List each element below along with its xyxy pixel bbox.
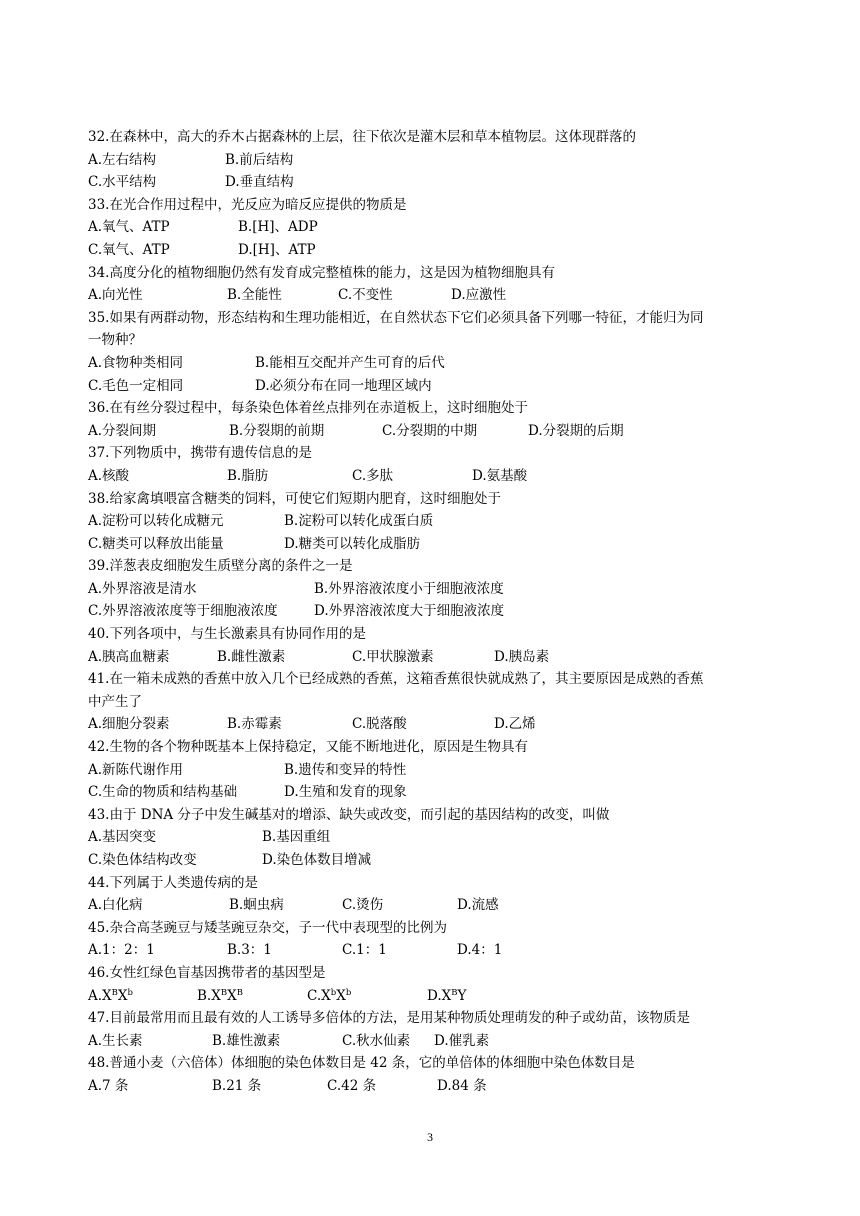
question-39-option-b: B.外界溶液浓度小于细胞液浓度 [314, 580, 504, 597]
question-38-options-row [88, 510, 788, 533]
question-36-options-row [88, 420, 788, 443]
question-35-option-d: D.必须分布在同一地理区域内 [255, 377, 432, 394]
question-35-option-c: C.毛色一定相同 [88, 377, 184, 394]
question-46-stem: 46.女性红绿色盲基因携带者的基因型是 [88, 964, 326, 981]
question-42-stem: 42.生物的各个物种既基本上保持稳定，又能不断地进化，原因是生物具有 [88, 739, 528, 756]
question-47-option-b: B.雄性激素 [212, 1032, 281, 1049]
question-43-options-row [88, 849, 788, 872]
question-48-options-row [88, 1075, 788, 1098]
question-46-options-row [88, 985, 788, 1008]
question-32-option-a: A.左右结构 [88, 151, 157, 168]
question-41-option-c: C.脱落酸 [352, 716, 407, 733]
question-44-stem: 44.下列属于人类遗传病的是 [88, 874, 258, 891]
question-48-option-c: C.42 条 [327, 1077, 377, 1094]
question-45-option-a: A.1：2：1 [88, 942, 155, 959]
question-36-option-c: C.分裂期的中期 [382, 422, 478, 439]
question-37-stem: 37.下列物质中，携带有遗传信息的是 [88, 445, 312, 462]
question-39-options-row [88, 578, 788, 601]
question-33-option-c: C.氧气、ATP [88, 241, 170, 258]
question-43-stem: 43.由于 DNA 分子中发生碱基对的增添、缺失或改变，而引起的基因结构的改变，叫做 [88, 806, 610, 823]
question-32-option-b: B.前后结构 [225, 151, 294, 168]
question-35-option-b: B.能相互交配并产生可育的后代 [255, 354, 445, 371]
question-42-option-b: B.遗传和变异的特性 [284, 761, 407, 778]
question-41-option-b: B.赤霉素 [227, 716, 282, 733]
question-47-option-a: A.生长素 [88, 1032, 143, 1049]
question-35-options-row [88, 375, 788, 398]
question-42-option-c: C.生命的物质和结构基础 [88, 784, 238, 801]
question-40-option-c: C.甲状腺激素 [352, 648, 434, 665]
question-40-stem: 40.下列各项中，与生长激素具有协同作用的是 [88, 626, 366, 643]
question-36-option-b: B.分裂期的前期 [229, 422, 325, 439]
question-47-option-d: D.催乳素 [434, 1032, 490, 1049]
question-45-option-d: D.4：1 [457, 942, 503, 959]
question-39-option-a: A.外界溶液是清水 [88, 580, 197, 597]
question-47-options-row [88, 1030, 788, 1053]
question-34-option-d: D.应激性 [451, 287, 507, 304]
question-38-option-b: B.淀粉可以转化成蛋白质 [284, 513, 434, 530]
question-42-options-row [88, 759, 788, 782]
question-45-options-row [88, 939, 788, 962]
question-45-option-c: C.1：1 [342, 942, 387, 959]
question-43-option-d: D.染色体数目增减 [262, 852, 372, 868]
question-48-option-a: A.7 条 [88, 1077, 129, 1094]
question-33-option-a: A.氧气、ATP [88, 219, 170, 236]
question-32-option-d: D.垂直结构 [225, 174, 294, 191]
question-36-stem: 36.在有丝分裂过程中，每条染色体着丝点排列在赤道板上，这时细胞处于 [88, 400, 528, 417]
question-34-stem: 34.高度分化的植物细胞仍然有发育成完整植株的能力，这是因为植物细胞具有 [88, 264, 555, 281]
question-45-option-b: B.3：1 [227, 942, 272, 959]
question-48-stem: 48.普通小麦（六倍体）体细胞的染色体数目是 42 条，它的单倍体的体细胞中染色体数目是 [88, 1055, 635, 1072]
question-40-option-b: B.雌性激素 [217, 648, 286, 665]
question-44-option-c: C.烫伤 [342, 897, 384, 914]
question-34-option-a: A.向光性 [88, 287, 143, 304]
question-41-stem: 41.在一箱未成熟的香蕉中放入几个已经成熟的香蕉，这箱香蕉很快就成熟了，其主要原因是成熟的香蕉 [88, 671, 704, 688]
question-33-options-row [88, 216, 788, 239]
question-39-option-d: D.外界溶液浓度大于细胞液浓度 [314, 603, 505, 620]
question-35-stem: 35.如果有两群动物，形态结构和生理功能相近，在自然状态下它们必须具备下列哪一特征，才能归为同 [88, 309, 704, 326]
question-46-option-a: $A.X^BX^b$ [88, 987, 133, 1004]
question-46-option-b: $B.X^BX^B$ [197, 987, 243, 1004]
question-37-options-row [88, 465, 788, 488]
question-38-options-row [88, 533, 788, 556]
question-38-option-d: D.糖类可以转化成脂肪 [284, 535, 421, 552]
question-35-option-a: A.食物种类相同 [88, 354, 184, 371]
question-45-stem: 45.杂合高茎豌豆与矮茎豌豆杂交，子一代中表现型的比例为 [88, 919, 447, 936]
question-41-stem-cont: 中产生了 [88, 693, 142, 710]
question-32-option-c: C.水平结构 [88, 174, 157, 191]
question-44-option-a: A.白化病 [88, 897, 143, 914]
question-39-option-c: C.外界溶液浓度等于细胞液浓度 [88, 603, 278, 620]
question-42-option-d: D.生殖和发育的现象 [284, 784, 407, 801]
question-33-options-row [88, 239, 788, 262]
question-41-option-a: A.细胞分裂素 [88, 716, 170, 733]
question-37-option-b: B.脂肪 [227, 467, 269, 484]
question-47-option-c: C.秋水仙素 [342, 1032, 411, 1049]
question-36-option-a: A.分裂间期 [88, 422, 157, 439]
question-36-option-d: D.分裂期的后期 [528, 422, 624, 439]
question-37-option-d: D.氨基酸 [472, 467, 528, 484]
question-42-options-row [88, 781, 788, 804]
question-47-stem: 47.目前最常用而且最有效的人工诱导多倍体的方法，是用某种物质处理萌发的种子或幼苗，该物质是 [88, 1010, 690, 1027]
question-38-stem: 38.给家禽填喂富含糖类的饲料，可使它们短期内肥育，这时细胞处于 [88, 490, 501, 507]
question-33-stem: 33.在光合作用过程中，光反应为暗反应提供的物质是 [88, 196, 407, 213]
question-46-option-c: $C.X^bX^b$ [307, 987, 352, 1004]
question-43-options-row [88, 826, 788, 849]
question-41-options-row [88, 713, 788, 736]
question-34-options-row [88, 284, 788, 307]
question-34-option-c: C.不变性 [338, 287, 393, 304]
question-38-option-a: A.淀粉可以转化成糖元 [88, 513, 224, 530]
question-33-option-d: D.[H]、ATP [238, 241, 316, 258]
question-38-option-c: C.糖类可以释放出能量 [88, 535, 224, 552]
question-39-stem: 39.洋葱表皮细胞发生质壁分离的条件之一是 [88, 558, 353, 575]
exam-page [88, 126, 788, 1098]
question-43-option-a: A.基因突变 [88, 829, 157, 846]
question-35-options-row [88, 352, 788, 375]
question-33-option-b: B.[H]、ADP [238, 219, 318, 236]
question-32-options-row [88, 149, 788, 172]
page-number: 3 [427, 1130, 433, 1144]
question-46-option-d: $D.X^BY$ [427, 987, 467, 1004]
question-40-option-a: A.胰高血糖素 [88, 648, 170, 665]
question-48-option-b: B.21 条 [212, 1077, 262, 1094]
question-42-option-a: A.新陈代谢作用 [88, 761, 184, 778]
question-44-option-b: B.蛔虫病 [229, 897, 284, 914]
question-40-option-d: D.胰岛素 [494, 648, 550, 665]
question-48-option-d: D.84 条 [437, 1077, 487, 1094]
question-39-options-row [88, 600, 788, 623]
question-43-option-b: B.基因重组 [262, 829, 331, 846]
question-37-option-a: A.核酸 [88, 467, 130, 484]
question-43-option-c: C.染色体结构改变 [88, 852, 197, 868]
question-32-stem: 32.在森林中，高大的乔木占据森林的上层，往下依次是灌木层和草本植物层。这体现群落的 [88, 129, 636, 145]
question-35-stem-cont: 一物种？ [88, 332, 142, 349]
question-44-option-d: D.流感 [457, 897, 499, 914]
question-41-option-d: D.乙烯 [494, 716, 536, 733]
question-40-options-row [88, 646, 788, 669]
question-32-options-row [88, 171, 788, 194]
question-34-option-b: B.全能性 [227, 287, 282, 304]
question-37-option-c: C.多肽 [352, 467, 394, 484]
question-44-options-row [88, 894, 788, 917]
